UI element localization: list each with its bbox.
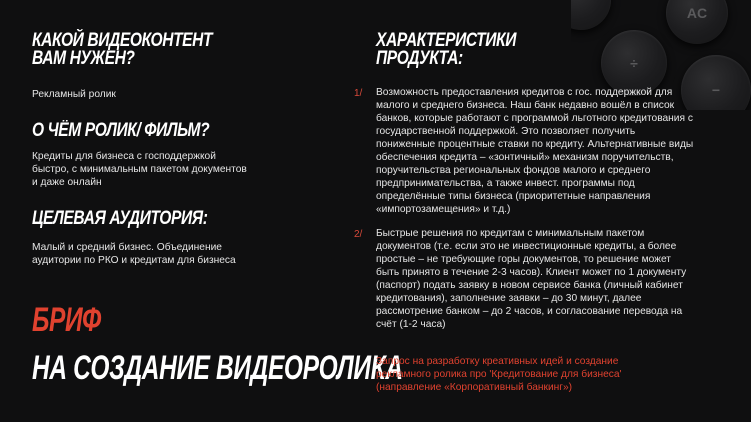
item-number-2: 2/ — [354, 229, 363, 240]
brief-subtitle: НА СОЗДАНИЕ ВИДЕОРОЛИКА — [32, 349, 403, 387]
videocontent-heading — [32, 32, 212, 68]
key-divide-label: ÷ — [630, 55, 638, 71]
key-ac-label: AC — [686, 5, 708, 21]
brief-title: БРИФ — [32, 301, 101, 339]
about-text: Кредиты для бизнеса с господдержкой быстро, с минимальным пакетом документов и даже онлайн — [32, 151, 247, 188]
videocontent-heading-line1: КАКОЙ ВИДЕОКОНТЕНТ — [32, 30, 213, 51]
calculator-key-blank — [571, 0, 611, 30]
product-heading — [376, 32, 516, 68]
videocontent-text: Рекламный ролик — [32, 89, 116, 100]
request-text: Запрос на разработку креативных идей и создание рекламного ролика про 'Кредитование для бизнеса' (направление «Корпоративный банкинг») — [376, 356, 622, 393]
product-item-2: Быстрые решения по кредитам с минимальным пакетом документов (т.е. если это не инвестиционные кредиты, а более простые – не требующие горы документов, то решение может быть принято в течение 2-3 часов). Клиент может по 1 документу (паспорт) подать заявку в новом сервисе банка (личный кабинет кредитования), заполнение заявки – до 30 минут, далее рассмотрение банком – до 2 часов, и согласование перевода на счёт (1-2 часа) — [376, 228, 687, 330]
calculator-key-ac — [666, 0, 728, 44]
audience-heading: ЦЕЛЕВАЯ АУДИТОРИЯ: — [32, 208, 208, 229]
about-heading: О ЧЁМ РОЛИК/ ФИЛЬМ? — [32, 120, 210, 141]
videocontent-heading-line2: ВАМ НУЖЕН? — [32, 48, 135, 69]
product-heading-line2: ПРОДУКТА: — [376, 48, 463, 69]
item-number-1: 1/ — [354, 88, 363, 99]
audience-text: Малый и средний бизнес. Объединение аудитории по РКО и кредитам для бизнеса — [32, 242, 236, 266]
key-minus-label: − — [711, 82, 721, 98]
product-heading-line1: ХАРАКТЕРИСТИКИ — [376, 30, 517, 51]
product-item-1: Возможность предоставления кредитов с гос. поддержкой для малого и среднего бизнеса. Наш банк недавно вошёл в список банков, которые работают с программой льготного кредитования с государственной поддержкой. Это позволяет получить пониженные процентные ставки по кредиту. Альтернативные виды обеспечения кредита – «зонтичный» механизм поручительств, поручительства региональных фондов малого и среднего предпринимательства, а также инвест. программы под определённые типы бизнеса (приоритетные направления «импортозамещения» и т.д.) — [376, 87, 694, 215]
